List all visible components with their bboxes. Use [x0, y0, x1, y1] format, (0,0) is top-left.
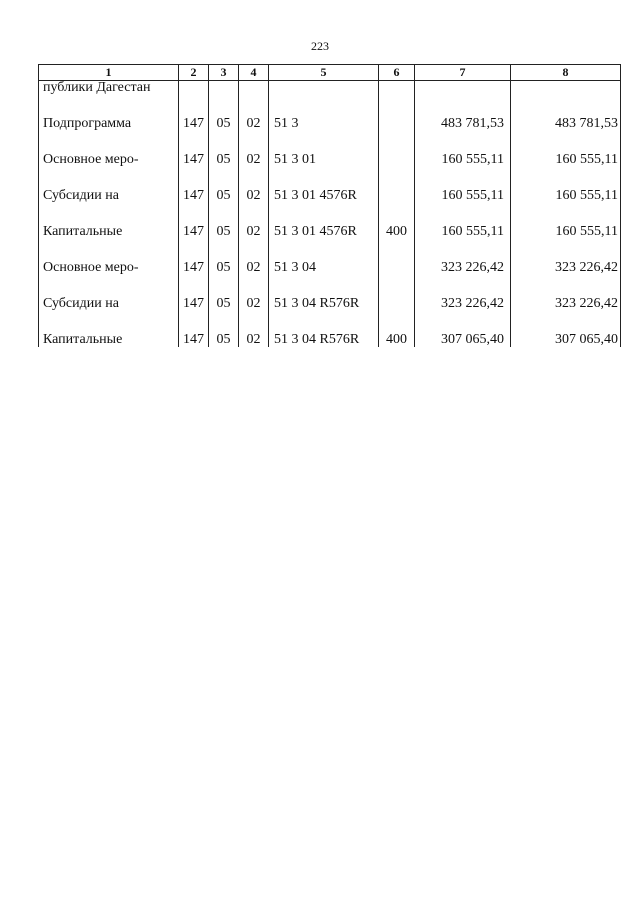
column-header: 7	[415, 65, 511, 81]
ministry-code: 147	[179, 95, 209, 131]
amount-col8: 323 226,42	[511, 275, 621, 311]
table-row	[39, 311, 621, 347]
budget-table	[38, 64, 621, 347]
subsection-code: 02	[239, 167, 269, 203]
expense-type-code: 400	[379, 203, 415, 239]
item-name: Капитальные	[39, 203, 179, 239]
table-row	[39, 81, 621, 96]
amount-col7: 160 555,11	[415, 167, 511, 203]
column-header: 5	[269, 65, 379, 81]
expense-type-code	[379, 131, 415, 167]
amount-col8: 160 555,11	[511, 203, 621, 239]
item-name: Основное меро-	[39, 239, 179, 275]
section-code: 05	[209, 203, 239, 239]
column-header: 6	[379, 65, 415, 81]
amount-col8: 323 226,42	[511, 239, 621, 275]
amount-col7: 307 065,40	[415, 311, 511, 347]
target-article-code: 51 3 04	[269, 239, 379, 275]
item-name: Подпрограмма	[39, 95, 179, 131]
target-article-code	[269, 81, 379, 96]
subsection-code: 02	[239, 95, 269, 131]
amount-col7	[415, 81, 511, 96]
expense-type-code	[379, 81, 415, 96]
section-code: 05	[209, 167, 239, 203]
amount-col8: 307 065,40	[511, 311, 621, 347]
item-name: публики Дагестан	[39, 81, 179, 96]
section-code: 05	[209, 95, 239, 131]
item-name: Субсидии на	[39, 167, 179, 203]
ministry-code: 147	[179, 311, 209, 347]
amount-col8	[511, 81, 621, 96]
page-number: 223	[311, 39, 329, 53]
table-row	[39, 239, 621, 275]
expense-type-code: 400	[379, 311, 415, 347]
target-article-code: 51 3 01 4576R	[269, 167, 379, 203]
target-article-code: 51 3 04 R576R	[269, 275, 379, 311]
subsection-code: 02	[239, 131, 269, 167]
target-article-code: 51 3 01	[269, 131, 379, 167]
expense-type-code	[379, 275, 415, 311]
column-header: 3	[209, 65, 239, 81]
amount-col8: 483 781,53	[511, 95, 621, 131]
table-row	[39, 167, 621, 203]
subsection-code: 02	[239, 311, 269, 347]
section-code	[209, 81, 239, 96]
target-article-code: 51 3 04 R576R	[269, 311, 379, 347]
ministry-code: 147	[179, 239, 209, 275]
expense-type-code	[379, 95, 415, 131]
ministry-code: 147	[179, 203, 209, 239]
amount-col8: 160 555,11	[511, 131, 621, 167]
section-code: 05	[209, 131, 239, 167]
ministry-code: 147	[179, 131, 209, 167]
section-code: 05	[209, 239, 239, 275]
column-header: 2	[179, 65, 209, 81]
subsection-code: 02	[239, 275, 269, 311]
ministry-code: 147	[179, 167, 209, 203]
subsection-code: 02	[239, 239, 269, 275]
amount-col8: 160 555,11	[511, 167, 621, 203]
ministry-code	[179, 81, 209, 96]
subsection-code: 02	[239, 203, 269, 239]
target-article-code: 51 3	[269, 95, 379, 131]
ministry-code: 147	[179, 275, 209, 311]
expense-type-code	[379, 167, 415, 203]
column-header: 8	[511, 65, 621, 81]
column-header: 1	[39, 65, 179, 81]
table-row	[39, 131, 621, 167]
item-name: Капитальные	[39, 311, 179, 347]
amount-col7: 323 226,42	[415, 275, 511, 311]
amount-col7: 160 555,11	[415, 131, 511, 167]
section-code: 05	[209, 275, 239, 311]
column-header: 4	[239, 65, 269, 81]
amount-col7: 160 555,11	[415, 203, 511, 239]
table-row	[39, 95, 621, 131]
table-row	[39, 203, 621, 239]
target-article-code: 51 3 01 4576R	[269, 203, 379, 239]
table-row	[39, 275, 621, 311]
item-name: Субсидии на	[39, 275, 179, 311]
section-code: 05	[209, 311, 239, 347]
amount-col7: 483 781,53	[415, 95, 511, 131]
header-row	[39, 65, 621, 81]
expense-type-code	[379, 239, 415, 275]
amount-col7: 323 226,42	[415, 239, 511, 275]
subsection-code	[239, 81, 269, 96]
item-name: Основное меро-	[39, 131, 179, 167]
